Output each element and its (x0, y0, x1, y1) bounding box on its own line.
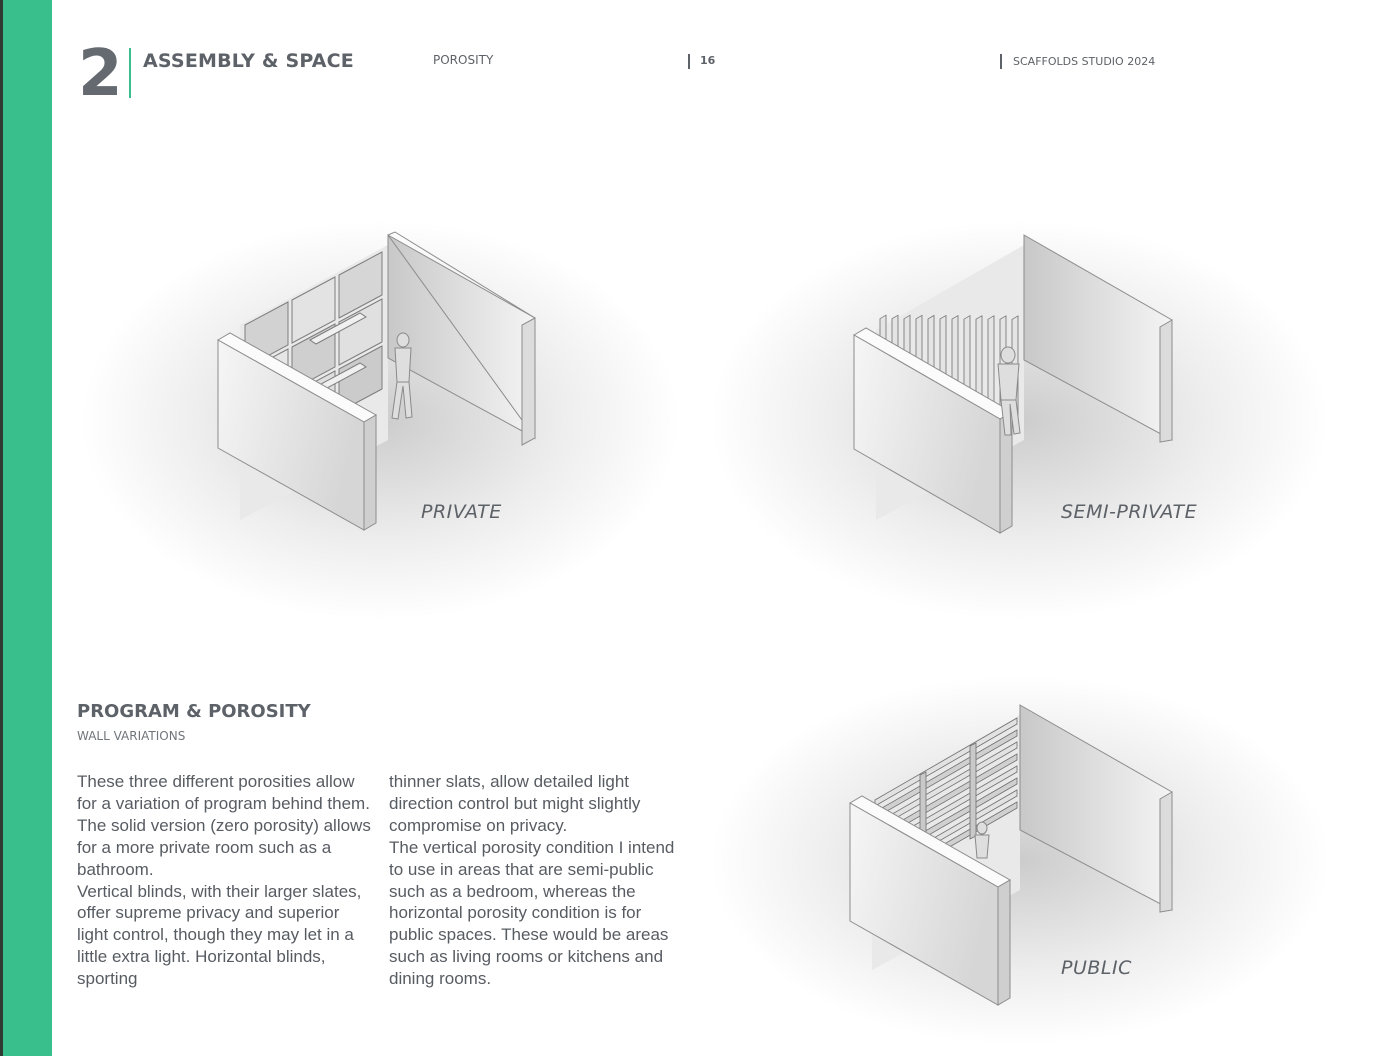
render-private (60, 190, 680, 650)
body-column-2 (389, 771, 681, 990)
chapter-divider (129, 48, 131, 98)
page-number-divider (688, 54, 690, 69)
room-illustration-semi-private (694, 190, 1344, 650)
paragraph: Vertical blinds, with their larger slates, offer supreme privacy and superior light control, though they may let in a little extra light. Horizontal blinds, sporting (77, 881, 362, 989)
paragraph: thinner slats, allow detailed light direction control but might slightly compromise on privacy. (389, 772, 641, 835)
caption-semi-private: SEMI-PRIVATE (1061, 501, 1198, 523)
render-semi-private (694, 190, 1344, 650)
chapter-title: ASSEMBLY & SPACE (143, 50, 354, 72)
render-public (690, 660, 1340, 1050)
paragraph: The vertical porosity condition I intend to use in areas that are semi-public such as a bedroom, whereas the horizontal porosity condition is for public spaces. These would be areas such as living rooms or kitchens and dining rooms. (389, 837, 675, 989)
paragraph: The solid version (zero porosity) allows for a more private room such as a bathroom. (77, 815, 371, 879)
accent-sidebar (3, 0, 52, 1056)
paragraph: These three different porosities allow for a variation of program behind them. (77, 772, 370, 813)
section-name: POROSITY (433, 53, 494, 67)
caption-private: PRIVATE (421, 501, 502, 523)
room-illustration-private (60, 190, 680, 650)
body-column-1 (77, 771, 373, 990)
studio-divider (1000, 54, 1002, 69)
human-figure (975, 822, 989, 858)
studio-name: SCAFFOLDS STUDIO 2024 (1013, 55, 1156, 68)
caption-public: PUBLIC (1061, 957, 1132, 979)
page-number: 16 (700, 54, 716, 67)
chapter-number: 2 (78, 37, 123, 111)
room-illustration-public (690, 660, 1340, 1050)
section-heading: PROGRAM & POROSITY (77, 701, 311, 722)
section-subheading: WALL VARIATIONS (77, 729, 186, 743)
